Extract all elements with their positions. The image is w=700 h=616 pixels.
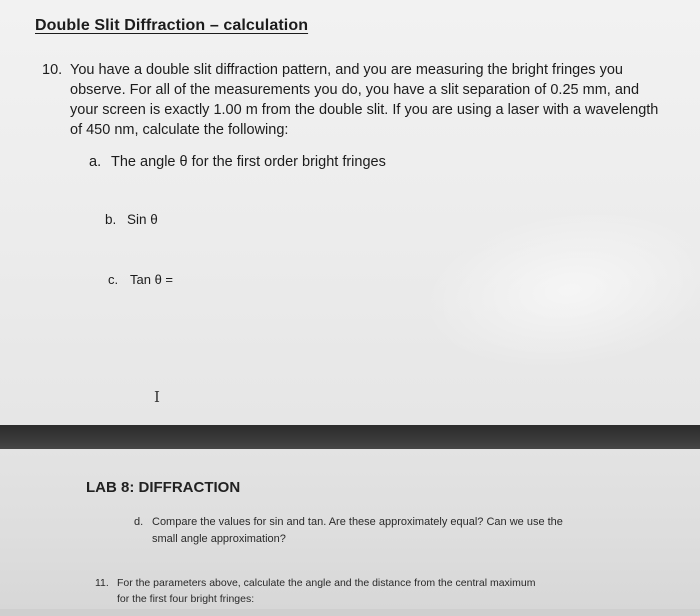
part-c-text: Tan θ =	[130, 272, 174, 287]
part-d-label: d.	[134, 516, 144, 528]
part-d-text-1: Compare the values for sin and tan. Are these approximately equal? Can we use the	[152, 516, 563, 528]
part-c	[108, 270, 173, 290]
part-d-text-2: small angle approximation?	[152, 533, 286, 545]
worksheet-page-bottom	[0, 449, 700, 609]
question-11-number: 11.	[95, 577, 109, 589]
part-a-text: The angle θ for the first order bright fringes	[111, 154, 386, 170]
question-10	[42, 60, 682, 140]
question-10-number: 10.	[42, 62, 63, 78]
question-11-text-1: For the parameters above, calculate the angle and the distance from the central maximum	[117, 577, 536, 589]
page-title: Double Slit Diffraction – calculation	[35, 17, 309, 34]
part-b	[105, 210, 158, 230]
part-c-label: c.	[108, 272, 119, 287]
lab-title: LAB 8: DIFFRACTION	[86, 479, 241, 496]
part-a-label: a.	[89, 154, 102, 170]
question-10-text-1: You have a double slit diffraction pattern, and you are measuring the bright fringes you	[70, 62, 623, 78]
question-11-text-2: for the first four bright fringes:	[117, 593, 255, 605]
part-b-label: b.	[105, 212, 117, 227]
text-ibeam-cursor-icon: I	[154, 388, 160, 406]
part-d	[134, 514, 654, 548]
question-10-line-2: observe. For all of the measurements you do, you have a slit separation of 0.25 mm, and	[70, 82, 640, 98]
part-b-text: Sin θ	[127, 212, 158, 227]
question-10-line-4: of 450 nm, calculate the following:	[70, 122, 289, 138]
question-10-line-1	[42, 60, 682, 80]
page-divider	[0, 425, 700, 449]
bottom-edge	[0, 609, 700, 616]
question-11	[95, 575, 655, 607]
part-a	[89, 152, 386, 172]
question-10-line-3: your screen is exactly 1.00 m from the double slit. If you are using a laser with a wavelength	[70, 102, 659, 118]
